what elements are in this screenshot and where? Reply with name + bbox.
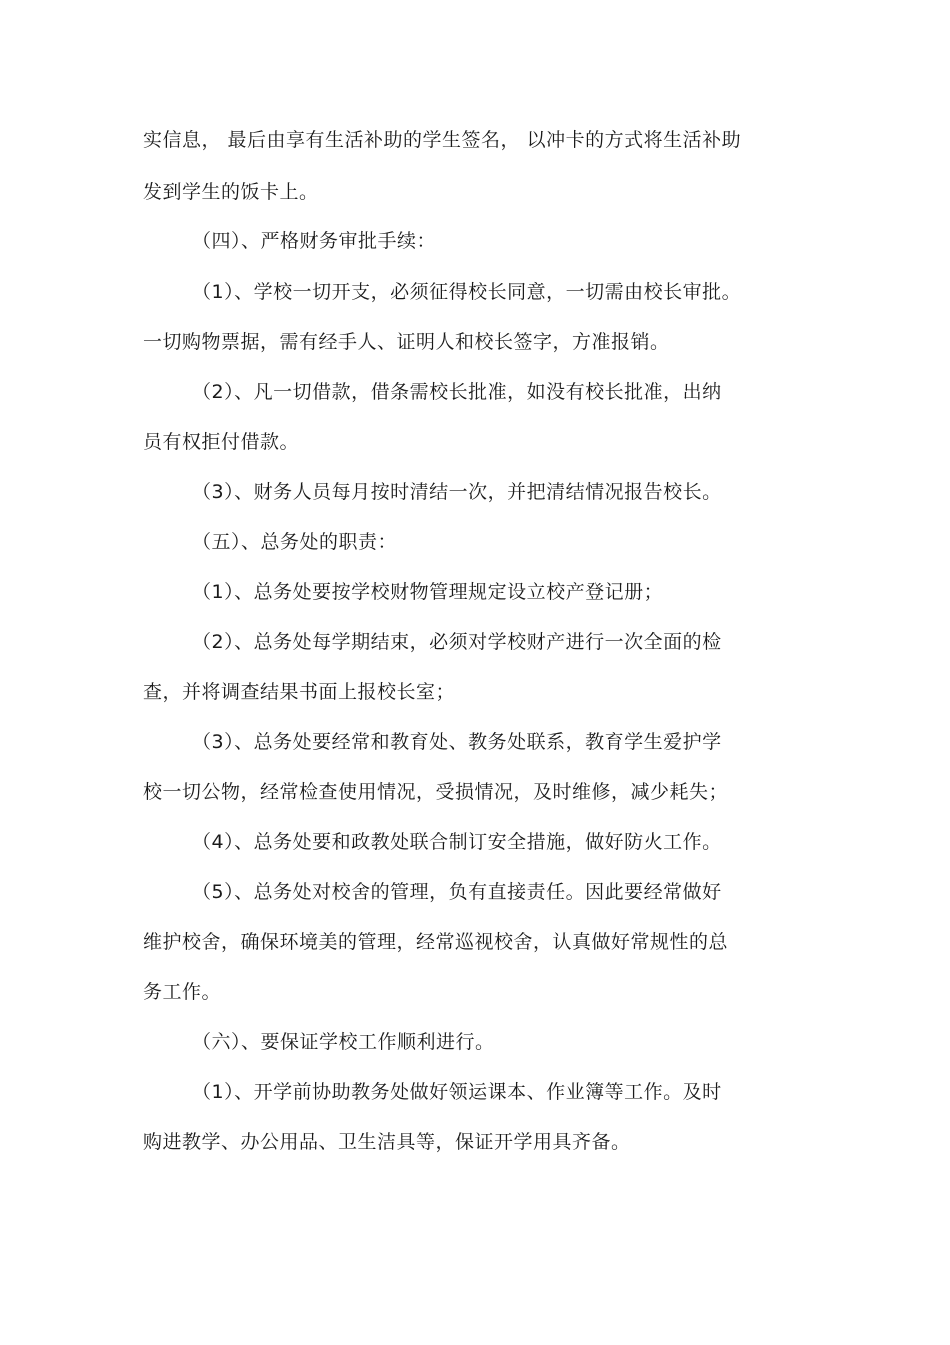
text-line-21: 购进教学、办公用品、卫生洁具等，保证开学用具齐备。 bbox=[143, 1131, 631, 1153]
text-line-12: 查，并将调查结果书面上报校长室； bbox=[143, 681, 456, 703]
section-heading-5: （五）、总务处的职责： bbox=[192, 531, 398, 553]
text-line-13: （3）、总务处要经常和教育处、教务处联系，教育学生爱护学 bbox=[192, 731, 722, 753]
text-line-7: 员有权拒付借款。 bbox=[143, 431, 300, 453]
text-line-15: （4）、总务处要和政教处联合制订安全措施，做好防火工作。 bbox=[192, 831, 722, 853]
text-line-2: 发到学生的饭卡上。 bbox=[143, 181, 319, 203]
section-heading-6: （六）、要保证学校工作顺利进行。 bbox=[192, 1031, 495, 1053]
text-line-20: （1）、开学前协助教务处做好领运课本、作业簿等工作。及时 bbox=[192, 1081, 722, 1103]
text-line-8: （3）、财务人员每月按时清结一次，并把清结情况报告校长。 bbox=[192, 481, 722, 503]
text-line-1: 实信息， 最后由享有生活补助的学生签名， 以冲卡的方式将生活补助 bbox=[143, 129, 742, 151]
text-line-18: 务工作。 bbox=[143, 981, 222, 1003]
text-line-4: （1）、学校一切开支，必须征得校长同意，一切需由校长审批。 bbox=[192, 281, 742, 303]
text-line-17: 维护校舍，确保环境美的管理，经常巡视校舍，认真做好常规性的总 bbox=[143, 931, 729, 953]
text-line-5: 一切购物票据，需有经手人、证明人和校长签字，方准报销。 bbox=[143, 331, 670, 353]
text-line-6: （2）、凡一切借款，借条需校长批准，如没有校长批准，出纳 bbox=[192, 381, 722, 403]
text-line-11: （2）、总务处每学期结束，必须对学校财产进行一次全面的检 bbox=[192, 631, 722, 653]
section-heading-4: （四）、严格财务审批手续： bbox=[192, 230, 437, 252]
text-line-16: （5）、总务处对校舍的管理，负有直接责任。因此要经常做好 bbox=[192, 881, 722, 903]
text-line-14: 校一切公物，经常检查使用情况，受损情况，及时维修，减少耗失； bbox=[143, 781, 729, 803]
text-line-10: （1）、总务处要按学校财物管理规定设立校产登记册； bbox=[192, 581, 664, 603]
